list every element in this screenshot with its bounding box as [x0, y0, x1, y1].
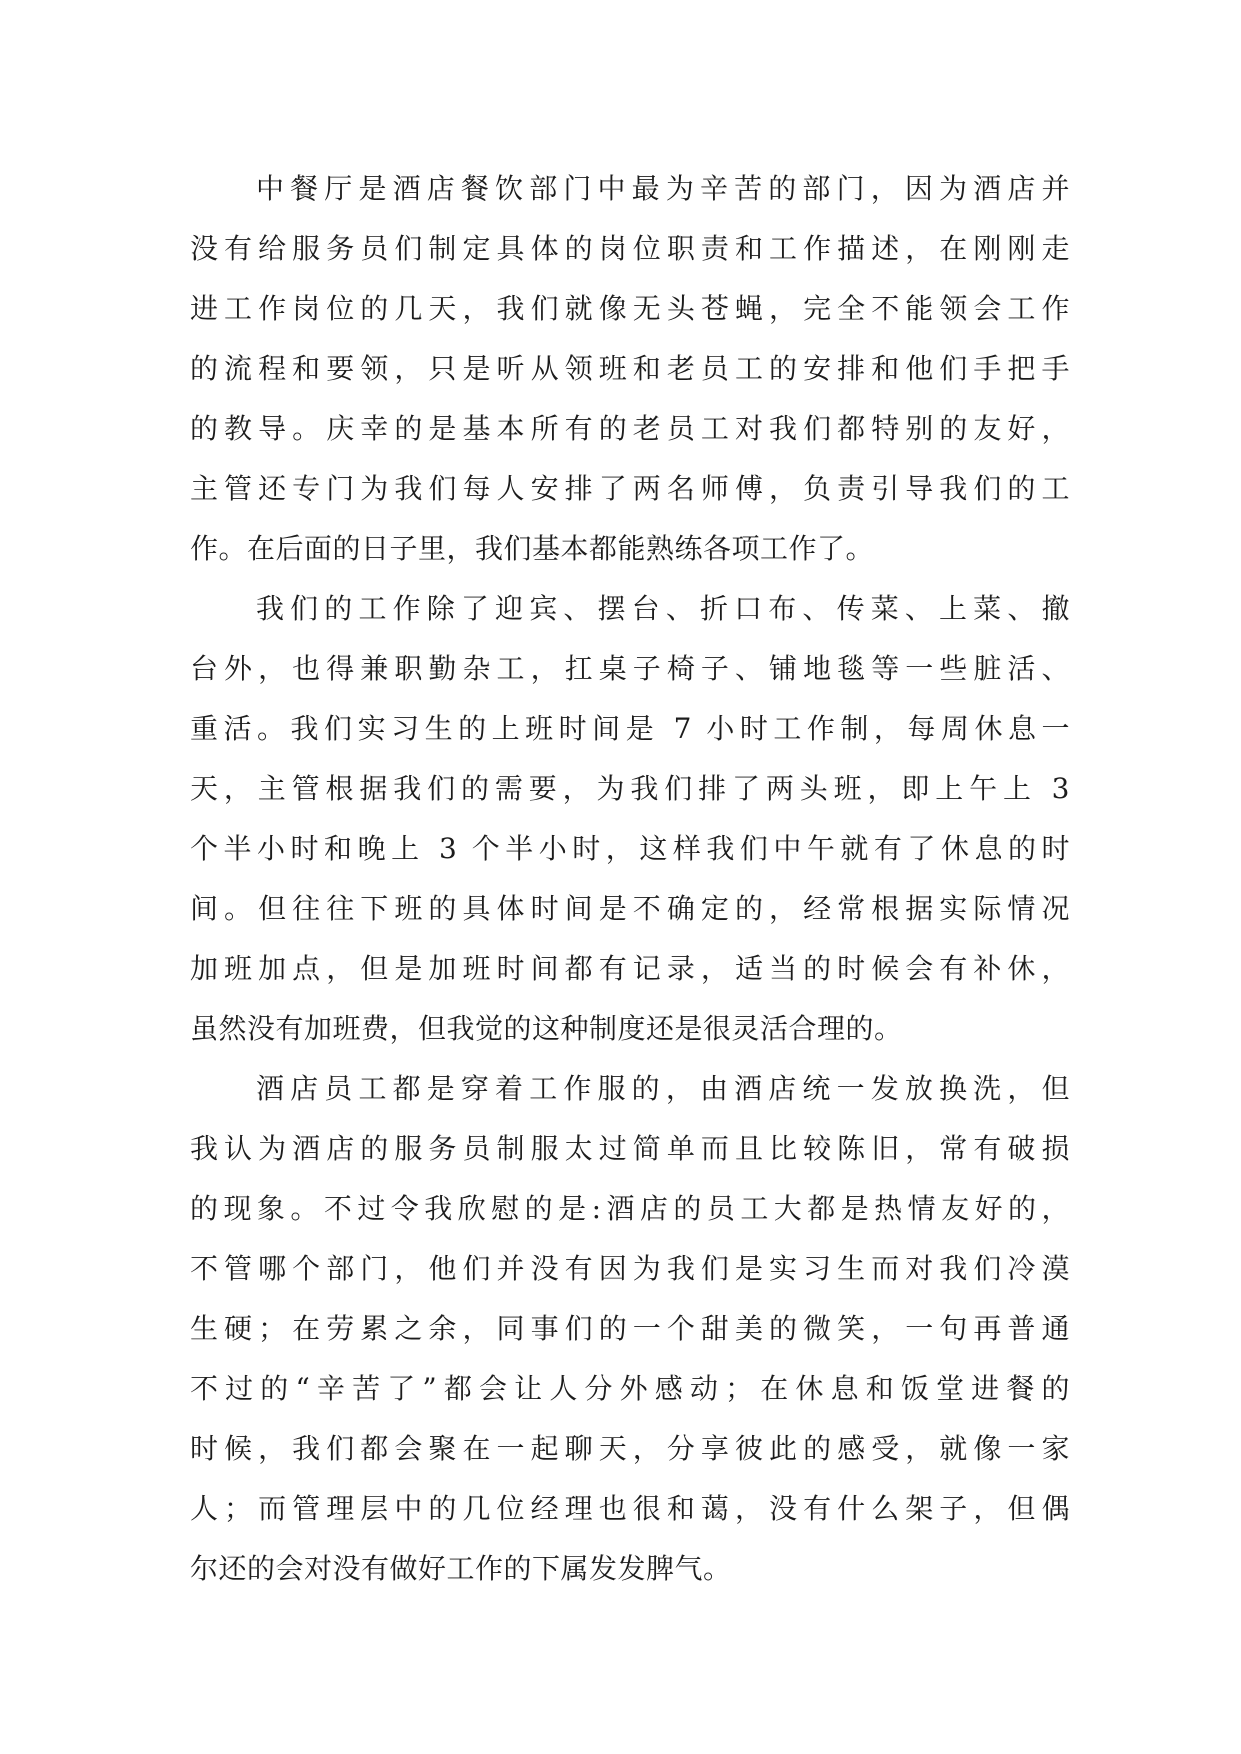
text-line: 不管哪个部门，他们并没有因为我们是实习生而对我们冷漠: [190, 1252, 1070, 1285]
text-line: 中餐厅是酒店餐饮部门中最为辛苦的部门，因为酒店并: [256, 172, 1070, 205]
text-line: 生硬；在劳累之余，同事们的一个甜美的微笑，一句再普通: [190, 1312, 1070, 1345]
document-body: [190, 159, 1070, 1599]
text-line: 人；而管理层中的几位经理也很和蔼，没有什么架子，但偶: [190, 1492, 1070, 1525]
text-line: 间。但往往下班的具体时间是不确定的，经常根据实际情况: [190, 892, 1070, 925]
text-line: 作。在后面的日子里，我们基本都能熟练各项工作了。: [190, 532, 875, 565]
text-line: 尔还的会对没有做好工作的下属发发脾气。: [190, 1552, 732, 1585]
text-line: 的现象。不过令我欣慰的是:酒店的员工大都是热情友好的，: [190, 1192, 1070, 1225]
text-line: 进工作岗位的几天，我们就像无头苍蝇，完全不能领会工作: [190, 292, 1070, 325]
text-line: 的流程和要领，只是听从领班和老员工的安排和他们手把手: [190, 352, 1070, 385]
paragraph-2: [190, 579, 1070, 1059]
text-line: 不过的“辛苦了”都会让人分外感动；在休息和饭堂进餐的: [190, 1372, 1070, 1405]
paragraph-3: [190, 1059, 1070, 1599]
text-line: 主管还专门为我们每人安排了两名师傅，负责引导我们的工: [190, 472, 1070, 505]
text-line: 我们的工作除了迎宾、摆台、折口布、传菜、上菜、撤: [256, 592, 1070, 625]
text-line: 酒店员工都是穿着工作服的，由酒店统一发放换洗，但: [256, 1072, 1070, 1105]
text-line: 台外，也得兼职勤杂工，扛桌子椅子、铺地毯等一些脏活、: [190, 652, 1070, 685]
text-line: 我认为酒店的服务员制服太过简单而且比较陈旧，常有破损: [190, 1132, 1070, 1165]
text-line: 重活。我们实习生的上班时间是 7 小时工作制，每周休息一: [190, 712, 1070, 745]
text-line: 时候，我们都会聚在一起聊天，分享彼此的感受，就像一家: [190, 1432, 1070, 1465]
text-line: 虽然没有加班费，但我觉的这种制度还是很灵活合理的。: [190, 1012, 903, 1045]
paragraph-1: [190, 159, 1070, 579]
text-line: 加班加点，但是加班时间都有记录，适当的时候会有补休，: [190, 952, 1070, 985]
text-line: 天，主管根据我们的需要，为我们排了两头班，即上午上 3: [190, 772, 1070, 805]
text-line: 没有给服务员们制定具体的岗位职责和工作描述，在刚刚走: [190, 232, 1070, 265]
text-line: 个半小时和晚上 3 个半小时，这样我们中午就有了休息的时: [190, 832, 1070, 865]
text-line: 的教导。庆幸的是基本所有的老员工对我们都特别的友好，: [190, 412, 1070, 445]
